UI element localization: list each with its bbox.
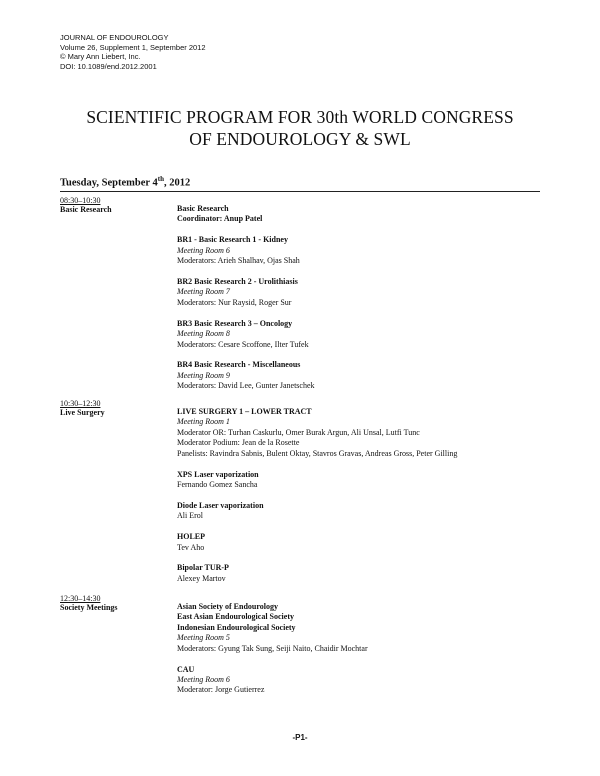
meeting-room: Meeting Room 8 <box>177 329 230 339</box>
session-title: East Asian Endourological Society <box>177 612 294 622</box>
session-title: Indonesian Endourological Society <box>177 622 296 632</box>
block-spacer <box>177 553 557 564</box>
session-detail: Alexey Martov <box>177 573 226 583</box>
session-detail: Tev Aho <box>177 542 205 552</box>
session-title: HOLEP <box>177 532 206 542</box>
session-block <box>177 665 557 696</box>
session-title: CAU <box>177 664 195 674</box>
page-title <box>0 107 600 150</box>
journal-header <box>60 33 206 71</box>
session-title: Asian Society of Endourology <box>177 602 278 611</box>
session-detail: Moderators: Nur Raysid, Roger Sur <box>177 297 292 307</box>
slot-category: Basic Research <box>60 205 112 214</box>
session-detail: Panelists: Ravindra Sabnis, Bulent Oktay, Stavros Gravas, Andreas Gross, Peter Gilling <box>177 448 458 458</box>
session-block <box>177 470 557 491</box>
session-block <box>177 563 557 584</box>
session-title: Diode Laser vaporization <box>177 500 264 510</box>
session-title: BR3 Basic Research 3 – Oncology <box>177 318 293 328</box>
slot-category: Live Surgery <box>60 408 105 417</box>
block-spacer <box>177 267 557 278</box>
meeting-room: Meeting Room 6 <box>177 245 230 255</box>
session-detail: Fernando Gomez Sancha <box>177 479 258 489</box>
session-detail: Moderators: Arieh Shalhav, Ojas Shah <box>177 256 300 266</box>
session-block <box>177 532 557 553</box>
block-spacer <box>177 654 557 665</box>
meeting-room: Meeting Room 5 <box>177 633 230 643</box>
slot-sessions-3 <box>177 602 557 696</box>
slot-time: 10:30–12:30 <box>60 399 101 408</box>
session-title: Coordinator: Anup Patel <box>177 214 263 224</box>
session-block <box>177 204 557 225</box>
session-title: Basic Research <box>177 204 229 213</box>
meeting-room: Meeting Room 9 <box>177 370 230 380</box>
block-spacer <box>177 459 557 470</box>
date-day: Tuesday, September 4 <box>60 177 158 189</box>
meeting-room: Meeting Room 1 <box>177 417 230 427</box>
date-suffix: th <box>157 175 164 183</box>
slot-category: Society Meetings <box>60 603 118 612</box>
date-year: , 2012 <box>163 177 191 189</box>
session-title: BR2 Basic Research 2 - Urolithiasis <box>177 277 298 287</box>
session-detail: Moderator Podium: Jean de la Rosette <box>177 438 300 448</box>
title-line-2: OF ENDOUROLOGY & SWL <box>189 128 411 149</box>
program-date <box>60 175 540 192</box>
session-detail: Moderators: Cesare Scoffone, Ilter Tufek <box>177 339 309 349</box>
session-title: BR4 Basic Research - Miscellaneous <box>177 360 301 370</box>
session-block <box>177 319 557 350</box>
session-detail: Moderators: Gyung Tak Sung, Seiji Naito, Chaidir Mochtar <box>177 643 368 653</box>
journal-name: JOURNAL OF ENDOUROLOGY <box>60 33 169 42</box>
session-title: Bipolar TUR-P <box>177 563 229 573</box>
slot-time-3 <box>60 594 118 613</box>
slot-time: 12:30–14:30 <box>60 594 101 603</box>
session-block <box>177 407 557 459</box>
journal-volume: Volume 26, Supplement 1, September 2012 <box>60 42 206 52</box>
session-block <box>177 235 557 266</box>
block-spacer <box>177 490 557 501</box>
slot-time-2 <box>60 399 105 418</box>
session-block <box>177 602 557 654</box>
block-spacer <box>177 308 557 319</box>
session-block <box>177 501 557 522</box>
session-title: LIVE SURGERY 1 – LOWER TRACT <box>177 407 312 416</box>
block-spacer <box>177 522 557 533</box>
block-spacer <box>177 225 557 236</box>
session-detail: Moderators: David Lee, Gunter Janetschek <box>177 381 315 391</box>
slot-sessions-2 <box>177 407 557 584</box>
session-detail: Moderator OR: Turhan Caskurlu, Omer Burak Argun, Ali Unsal, Lutfi Tunc <box>177 427 420 437</box>
block-spacer <box>177 350 557 361</box>
session-block <box>177 277 557 308</box>
journal-doi: DOI: 10.1089/end.2012.2001 <box>60 61 157 71</box>
meeting-room: Meeting Room 7 <box>177 287 230 297</box>
title-line-1: SCIENTIFIC PROGRAM FOR 30th WORLD CONGRESS <box>86 107 514 127</box>
session-detail: Moderator: Jorge Gutierrez <box>177 685 265 695</box>
session-title: BR1 - Basic Research 1 - Kidney <box>177 235 288 245</box>
slot-time-1 <box>60 196 112 215</box>
slot-time: 08:30–10:30 <box>60 196 101 205</box>
session-title: XPS Laser vaporization <box>177 469 259 479</box>
session-detail: Ali Erol <box>177 511 203 521</box>
meeting-room: Meeting Room 6 <box>177 674 230 684</box>
page-number: -P1- <box>292 733 308 742</box>
journal-copyright: © Mary Ann Liebert, Inc. <box>60 52 141 61</box>
session-block <box>177 360 557 391</box>
slot-sessions-1 <box>177 204 557 392</box>
